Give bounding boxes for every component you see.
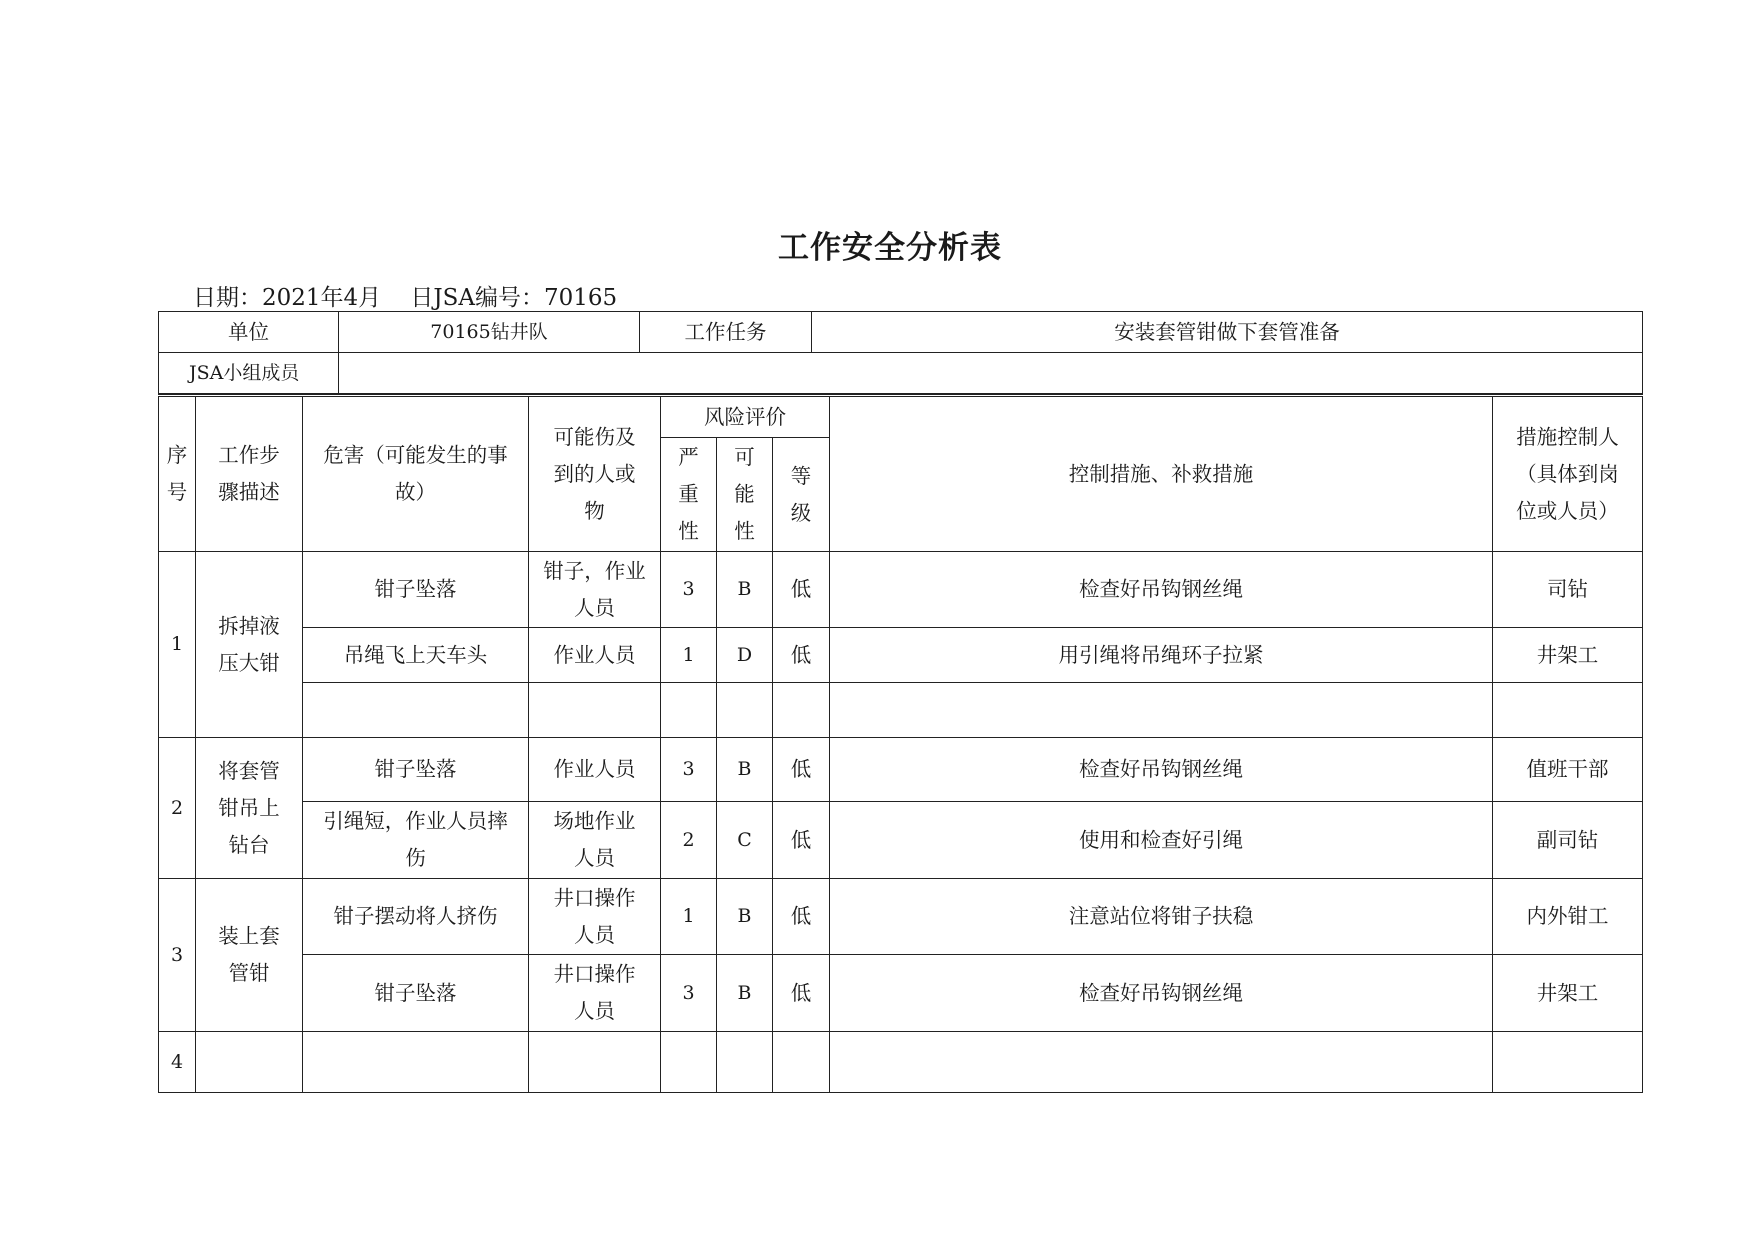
affected-cell [529,1032,661,1093]
control-cell: 检查好吊钩钢丝绳 [830,738,1493,802]
likelihood-cell: B [717,955,773,1032]
likelihood-cell [717,683,773,738]
page-title: 工作安全分析表 [778,230,1002,266]
control-cell: 检查好吊钩钢丝绳 [830,552,1493,628]
seq-cell: 3 [159,879,196,1032]
level-cell [773,1032,830,1093]
hazard-cell: 钳子摆动将人挤伤 [303,879,529,955]
hazard-cell [303,683,529,738]
control-cell: 检查好吊钩钢丝绳 [830,955,1493,1032]
header-table [158,311,1643,395]
table-row [159,552,1643,628]
level-cell: 低 [773,879,830,955]
col-affected: 可能伤及 到的人或 物 [529,397,661,552]
affected-cell: 场地作业 人员 [529,802,661,879]
level-cell: 低 [773,802,830,879]
level-cell: 低 [773,628,830,683]
team-value [339,353,1643,395]
control-cell: 用引绳将吊绳环子拉紧 [830,628,1493,683]
controller-cell: 司钻 [1493,552,1643,628]
unit-task-row [159,312,1643,353]
controller-cell: 井架工 [1493,628,1643,683]
table-row [159,955,1643,1032]
task-value: 安装套管钳做下套管准备 [812,312,1643,353]
seq-cell: 1 [159,552,196,738]
unit-value: 70165钻井队 [339,312,640,353]
control-cell [830,683,1493,738]
step-cell: 将套管 钳吊上 钻台 [196,738,303,879]
date-jsa-line: 日期：2021年4月 日JSA编号：70165 [193,285,618,311]
level-cell [773,683,830,738]
controller-cell: 内外钳工 [1493,879,1643,955]
level-cell: 低 [773,955,830,1032]
affected-cell: 井口操作 人员 [529,955,661,1032]
col-step: 工作步 骤描述 [196,397,303,552]
likelihood-cell: D [717,628,773,683]
table-row [159,1032,1643,1093]
affected-cell: 钳子，作业 人员 [529,552,661,628]
controller-cell: 副司钻 [1493,802,1643,879]
col-severity: 严 重 性 [661,438,717,552]
likelihood-cell: B [717,552,773,628]
likelihood-cell: B [717,738,773,802]
level-cell: 低 [773,738,830,802]
hazard-cell: 钳子坠落 [303,738,529,802]
hazard-cell [303,1032,529,1093]
table-row [159,738,1643,802]
severity-cell: 1 [661,879,717,955]
hazard-cell: 吊绳飞上天车头 [303,628,529,683]
table-row [159,802,1643,879]
seq-cell: 4 [159,1032,196,1093]
severity-cell: 1 [661,628,717,683]
table-row [159,683,1643,738]
level-cell: 低 [773,552,830,628]
likelihood-cell: B [717,879,773,955]
team-row [159,353,1643,395]
step-cell: 装上套 管钳 [196,879,303,1032]
affected-cell: 作业人员 [529,628,661,683]
affected-cell: 井口操作 人员 [529,879,661,955]
hazard-cell: 引绳短，作业人员摔 伤 [303,802,529,879]
affected-cell: 作业人员 [529,738,661,802]
col-control: 控制措施、补救措施 [830,397,1493,552]
severity-cell: 3 [661,552,717,628]
likelihood-cell [717,1032,773,1093]
col-risk: 风险评价 [661,397,830,438]
col-hazard: 危害（可能发生的事 故） [303,397,529,552]
control-cell: 注意站位将钳子扶稳 [830,879,1493,955]
controller-cell [1493,1032,1643,1093]
severity-cell [661,683,717,738]
team-label: JSA小组成员 [159,353,339,395]
col-seq: 序 号 [159,397,196,552]
step-cell: 拆掉液 压大钳 [196,552,303,738]
controller-cell [1493,683,1643,738]
severity-cell: 3 [661,738,717,802]
col-likelihood: 可 能 性 [717,438,773,552]
severity-cell [661,1032,717,1093]
control-cell: 使用和检查好引绳 [830,802,1493,879]
hazard-cell: 钳子坠落 [303,552,529,628]
severity-cell: 2 [661,802,717,879]
affected-cell [529,683,661,738]
controller-cell: 值班干部 [1493,738,1643,802]
step-cell [196,1032,303,1093]
task-label: 工作任务 [640,312,812,353]
likelihood-cell: C [717,802,773,879]
table-row [159,628,1643,683]
controller-cell: 井架工 [1493,955,1643,1032]
severity-cell: 3 [661,955,717,1032]
column-header-row [159,397,1643,438]
seq-cell: 2 [159,738,196,879]
control-cell [830,1032,1493,1093]
col-controller: 措施控制人 （具体到岗 位或人员） [1493,397,1643,552]
table-row [159,879,1643,955]
hazard-cell: 钳子坠落 [303,955,529,1032]
jsa-table [158,396,1643,1093]
unit-label: 单位 [159,312,339,353]
col-level: 等 级 [773,438,830,552]
